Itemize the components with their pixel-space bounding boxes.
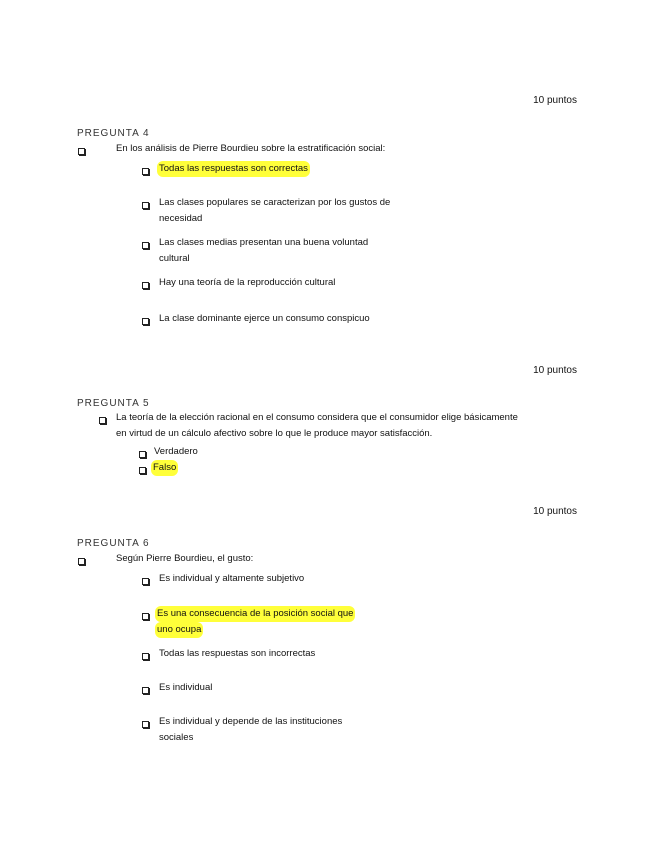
option-text: Las clases populares se caracterizan por los gustos de	[159, 197, 391, 208]
question-title: PREGUNTA 6	[77, 538, 150, 549]
option-text-line2: sociales	[159, 732, 194, 743]
option-checkbox-icon[interactable]	[142, 168, 149, 175]
option-checkbox-icon[interactable]	[142, 721, 149, 728]
option-text-line2: necesidad	[159, 213, 203, 224]
checkbox-bullet-icon	[78, 148, 85, 155]
answer-option[interactable]	[154, 444, 198, 460]
option-text-line2: uno ocupa	[155, 622, 203, 638]
points-label: 10 puntos	[533, 506, 577, 517]
option-text: Todas las respuestas son incorrectas	[159, 648, 316, 659]
question-text	[116, 410, 518, 442]
points-label: 10 puntos	[533, 365, 577, 376]
option-checkbox-icon[interactable]	[142, 318, 149, 325]
answer-option[interactable]	[159, 311, 370, 327]
option-text: Todas las respuestas son correctas	[157, 161, 310, 177]
option-checkbox-icon[interactable]	[142, 282, 149, 289]
answer-option[interactable]	[157, 161, 310, 177]
option-checkbox-icon[interactable]	[142, 202, 149, 209]
option-checkbox-icon[interactable]	[142, 578, 149, 585]
question-text: En los análisis de Pierre Bourdieu sobre la estratificación social:	[116, 143, 386, 154]
option-checkbox-icon[interactable]	[142, 613, 149, 620]
question-title: PREGUNTA 5	[77, 398, 150, 409]
answer-option[interactable]	[159, 680, 212, 696]
points-label: 10 puntos	[533, 95, 577, 106]
option-text: Verdadero	[154, 446, 198, 457]
question-title: PREGUNTA 4	[77, 128, 150, 139]
question-text-line1: La teoría de la elección racional en el consumo considera que el consumidor elige básicamente	[116, 412, 518, 423]
option-text: Es individual y altamente subjetivo	[159, 573, 305, 584]
option-text: La clase dominante ejerce un consumo conspicuo	[159, 313, 370, 324]
option-text: Hay una teoría de la reproducción cultural	[159, 277, 336, 288]
option-checkbox-icon[interactable]	[142, 687, 149, 694]
option-text-line2: cultural	[159, 253, 190, 264]
option-text: Es una consecuencia de la posición social que	[155, 606, 355, 622]
checkbox-bullet-icon	[78, 558, 85, 565]
option-text: Las clases medias presentan una buena voluntad	[159, 237, 369, 248]
question-text: Según Pierre Bourdieu, el gusto:	[116, 553, 254, 564]
answer-option[interactable]	[159, 571, 304, 587]
answer-option[interactable]	[159, 714, 342, 746]
answer-option[interactable]	[159, 646, 315, 662]
option-checkbox-icon[interactable]	[139, 451, 146, 458]
answer-option[interactable]	[155, 606, 355, 638]
option-text: Es individual	[159, 682, 213, 693]
answer-option[interactable]	[159, 275, 335, 291]
checkbox-bullet-icon	[99, 417, 106, 424]
option-checkbox-icon[interactable]	[139, 467, 146, 474]
answer-option[interactable]	[159, 195, 390, 227]
question-text-line2: en virtud de un cálculo afectivo sobre lo que le produce mayor satisfacción.	[116, 428, 433, 439]
option-text: Es individual y depende de las instituciones	[159, 716, 343, 727]
option-checkbox-icon[interactable]	[142, 653, 149, 660]
option-text: Falso	[151, 460, 178, 476]
option-checkbox-icon[interactable]	[142, 242, 149, 249]
answer-option[interactable]	[159, 235, 368, 267]
answer-option[interactable]	[151, 460, 178, 476]
